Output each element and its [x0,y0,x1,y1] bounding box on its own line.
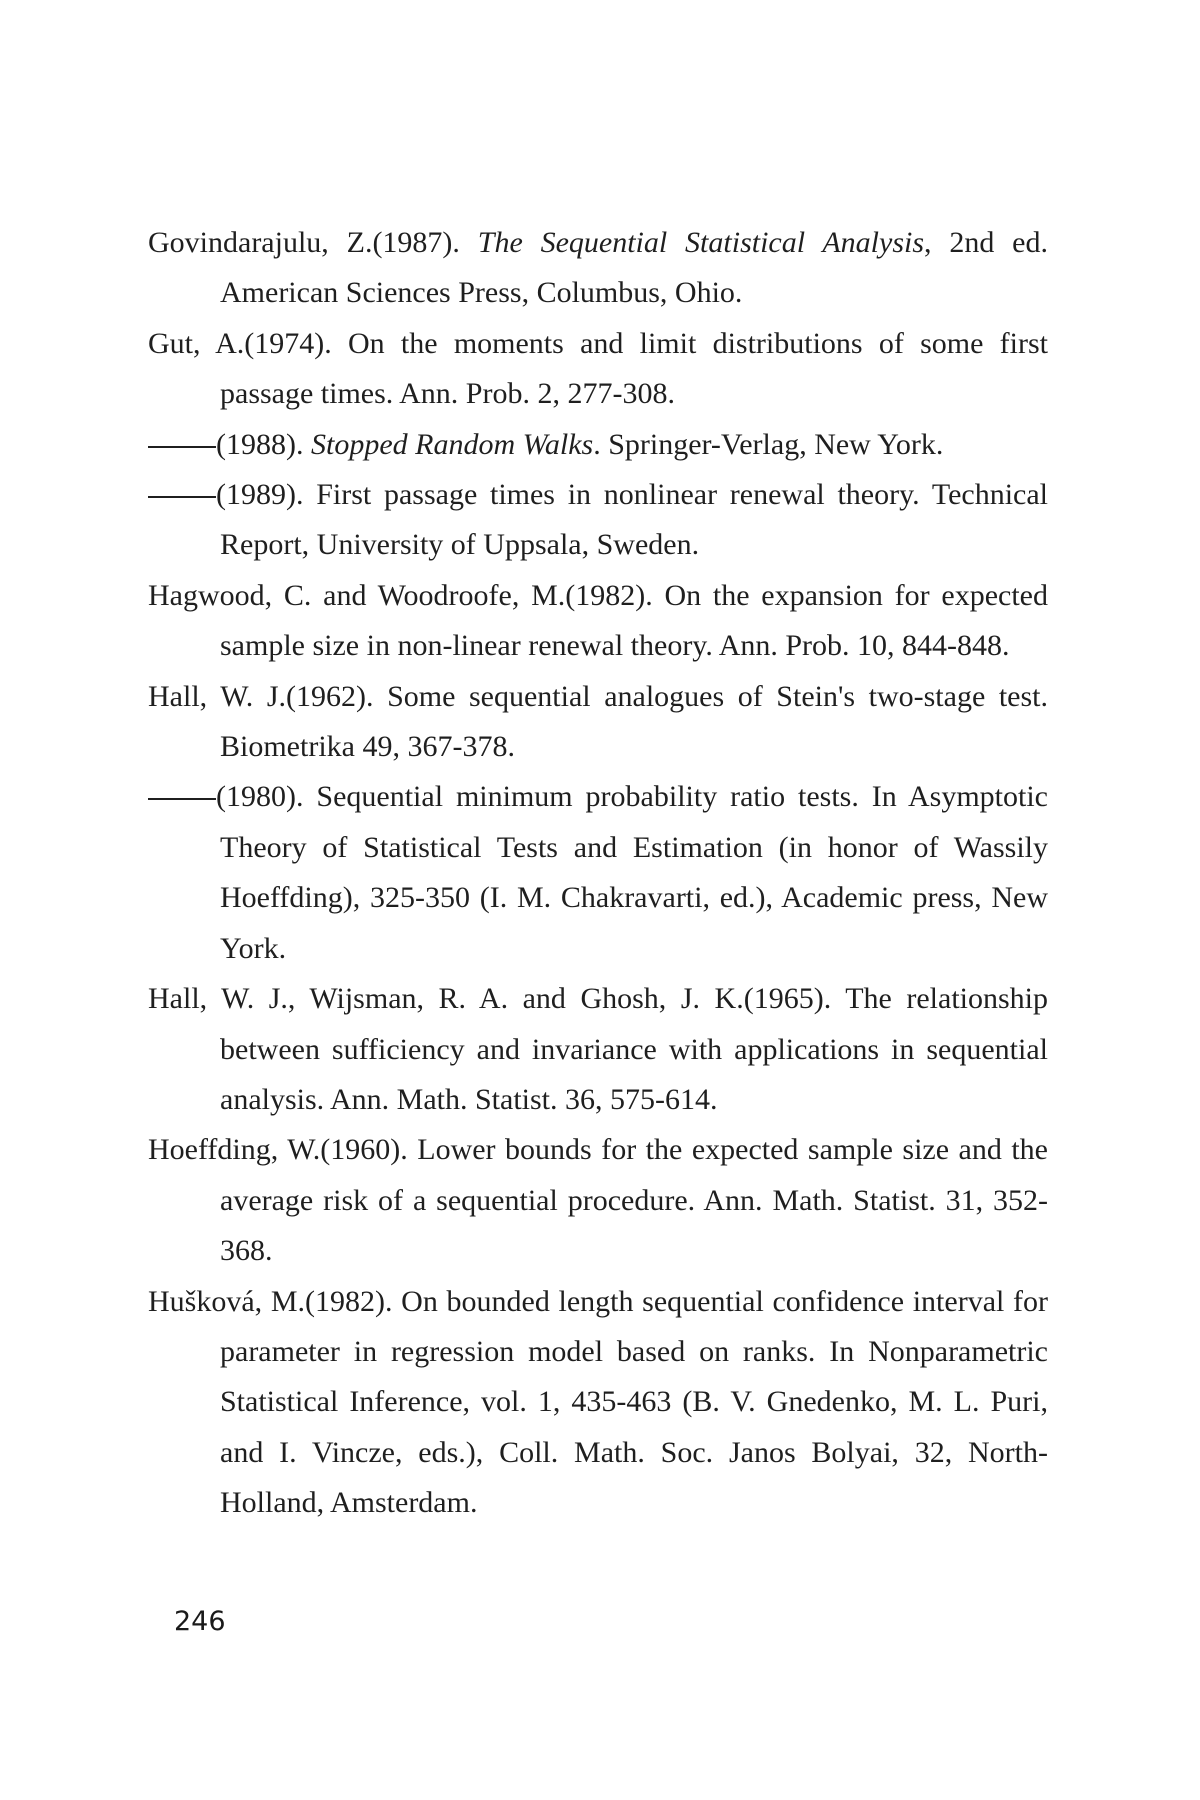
reference-author: Hall, W. J., Wijsman, R. A. and Ghosh, J. K.(1965). [148,982,846,1016]
reference-author: (1980). [216,780,317,814]
reference-details: The relationship between sufficiency and invariance with applications in sequential analysis. Ann. Math. Statist. 36, 575-614. [220,982,1048,1116]
reference-entry [148,571,1048,672]
reference-entry [148,420,1048,470]
reference-title: Stopped Random Walks [310,427,594,461]
reference-details: , 2nd ed. American Sciences Press, Columbus, Ohio. [220,226,1048,310]
reference-details: Lower bounds for the expected sample size and the average risk of a sequential procedure. Ann. Math. Statist. 31, 352-368. [220,1133,1048,1268]
reference-details: Sequential minimum probability ratio tests. In Asymptotic Theory of Statistical Tests and Estimation (in honor of Wassily Hoeffding), 325-350 (I. M. Chakravarti, ed.), Academic press, New York. [220,780,1048,965]
reference-author: Hall, W. J.(1962). [148,679,388,713]
reference-entry [148,218,1048,319]
reference-entry [148,772,1048,974]
reference-entry [148,319,1048,420]
reference-author: Govindarajulu, Z.(1987). [148,226,478,259]
reference-details: First passage times in nonlinear renewal theory. Technical Report, University of Uppsala, Sweden. [220,478,1049,562]
repeat-author-dash [148,496,216,498]
repeat-author-dash [148,798,216,800]
reference-author: (1988). [216,427,311,461]
reference-author: Hoeffding, W.(1960). [148,1133,418,1167]
reference-entry [148,974,1048,1125]
reference-details: On the moments and limit distributions of some first passage times. Ann. Prob. 2, 277-308. [220,326,1048,411]
reference-details: On bounded length sequential confidence interval for parameter in regression model based on ranks. In Nonparametric Statistical Inference, vol. 1, 435-463 (B. V. Gnedenko, M. L. Puri, and I. Vincze, eds.), Coll. Math. Soc. Janos Bolyai, 32, North-Holland, Amsterdam. [220,1284,1048,1520]
reference-entry [148,470,1048,571]
reference-entry [148,672,1048,773]
reference-author: Hagwood, C. and Woodroofe, M.(1982). [148,578,665,612]
reference-details: Some sequential analogues of Stein's two-stage test. Biometrika 49, 367-378. [220,679,1049,764]
reference-title: The Sequential Statistical Analysis [477,226,925,259]
reference-author: Gut, A.(1974). [148,326,348,360]
page-number: 246 [174,1606,226,1637]
reference-details: . Springer-Verlag, New York. [593,427,944,461]
reference-list [148,218,1048,1529]
repeat-author-dash [148,446,216,448]
reference-author: Hušková, M.(1982). [148,1284,402,1318]
reference-details: On the expansion for expected sample size in non-linear renewal theory. Ann. Prob. 10, 844-848. [220,578,1048,663]
reference-entry [148,1277,1048,1529]
reference-author: (1989). [216,478,317,512]
reference-entry [148,1125,1048,1276]
